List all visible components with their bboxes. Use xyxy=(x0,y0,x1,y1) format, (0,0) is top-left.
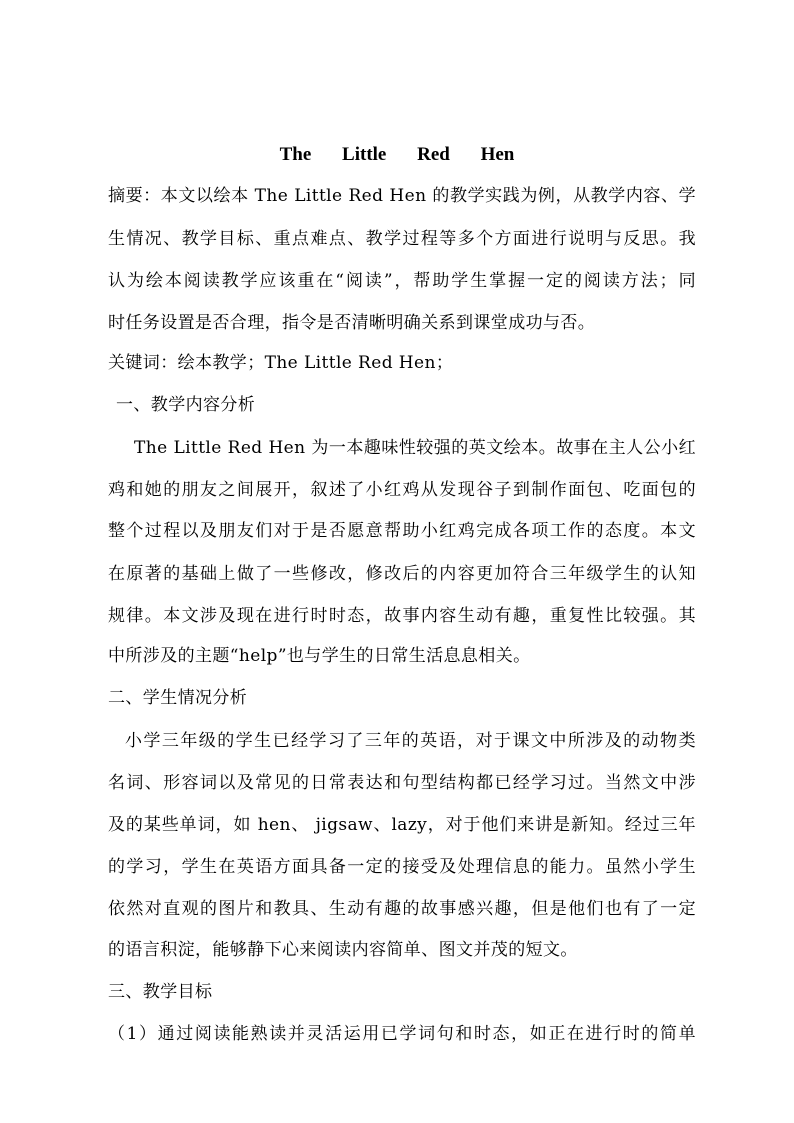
section-heading-content-analysis: 一、教学内容分析 xyxy=(116,395,256,415)
section-heading-student-analysis: 二、学生情况分析 xyxy=(108,688,248,708)
paragraph-line: 鸡和她的朋友之间展开，叙述了小红鸡从发现谷子到制作面包、吃面包的 xyxy=(108,480,696,500)
paragraph-line: （1）通过阅读能熟读并灵活运用已学词句和时态，如正在进行时的简单 xyxy=(108,1024,696,1044)
document-title: The Little Red Hen xyxy=(279,144,515,165)
section-heading-teaching-goals: 三、教学目标 xyxy=(108,982,213,1002)
paragraph-line: 及的某些单词，如 hen、 jigsaw、lazy，对于他们来讲是新知。经过三年 xyxy=(108,815,696,835)
abstract-line: 时任务设置是否合理，指令是否清晰明确关系到课堂成功与否。 xyxy=(108,313,596,333)
paragraph-line: 中所涉及的主题“help”也与学生的日常生活息息相关。 xyxy=(108,646,531,666)
abstract-line: 认为绘本阅读教学应该重在“阅读”，帮助学生掌握一定的阅读方法；同 xyxy=(108,271,696,291)
paragraph-line: The Little Red Hen 为一本趣味性较强的英文绘本。故事在主人公小红 xyxy=(134,438,696,458)
abstract-line: 摘要：本文以绘本 The Little Red Hen 的教学实践为例，从教学内容、学 xyxy=(108,186,696,206)
paragraph-line: 依然对直观的图片和教具、生动有趣的故事感兴趣，但是他们也有了一定 xyxy=(108,899,696,919)
paragraph-line: 小学三年级的学生已经学习了三年的英语，对于课文中所涉及的动物类 xyxy=(125,731,696,751)
paragraph-line: 的学习，学生在英语方面具备一定的接受及处理信息的能力。虽然小学生 xyxy=(108,857,696,877)
keywords-line: 关键词：绘本教学；The Little Red Hen； xyxy=(108,353,454,373)
paragraph-line: 整个过程以及朋友们对于是否愿意帮助小红鸡完成各项工作的态度。本文 xyxy=(108,521,696,541)
paragraph-line: 规律。本文涉及现在进行时时态，故事内容生动有趣，重复性比较强。其 xyxy=(108,606,696,626)
paragraph-line: 的语言积淀，能够静下心来阅读内容简单、图文并茂的短文。 xyxy=(108,940,578,960)
paragraph-line: 在原著的基础上做了一些修改，修改后的内容更加符合三年级学生的认知 xyxy=(108,564,696,584)
paragraph-line: 名词、形容词以及常见的日常表达和句型结构都已经学习过。当然文中涉 xyxy=(108,773,696,793)
abstract-line: 生情况、教学目标、重点难点、教学过程等多个方面进行说明与反思。我 xyxy=(108,229,696,249)
